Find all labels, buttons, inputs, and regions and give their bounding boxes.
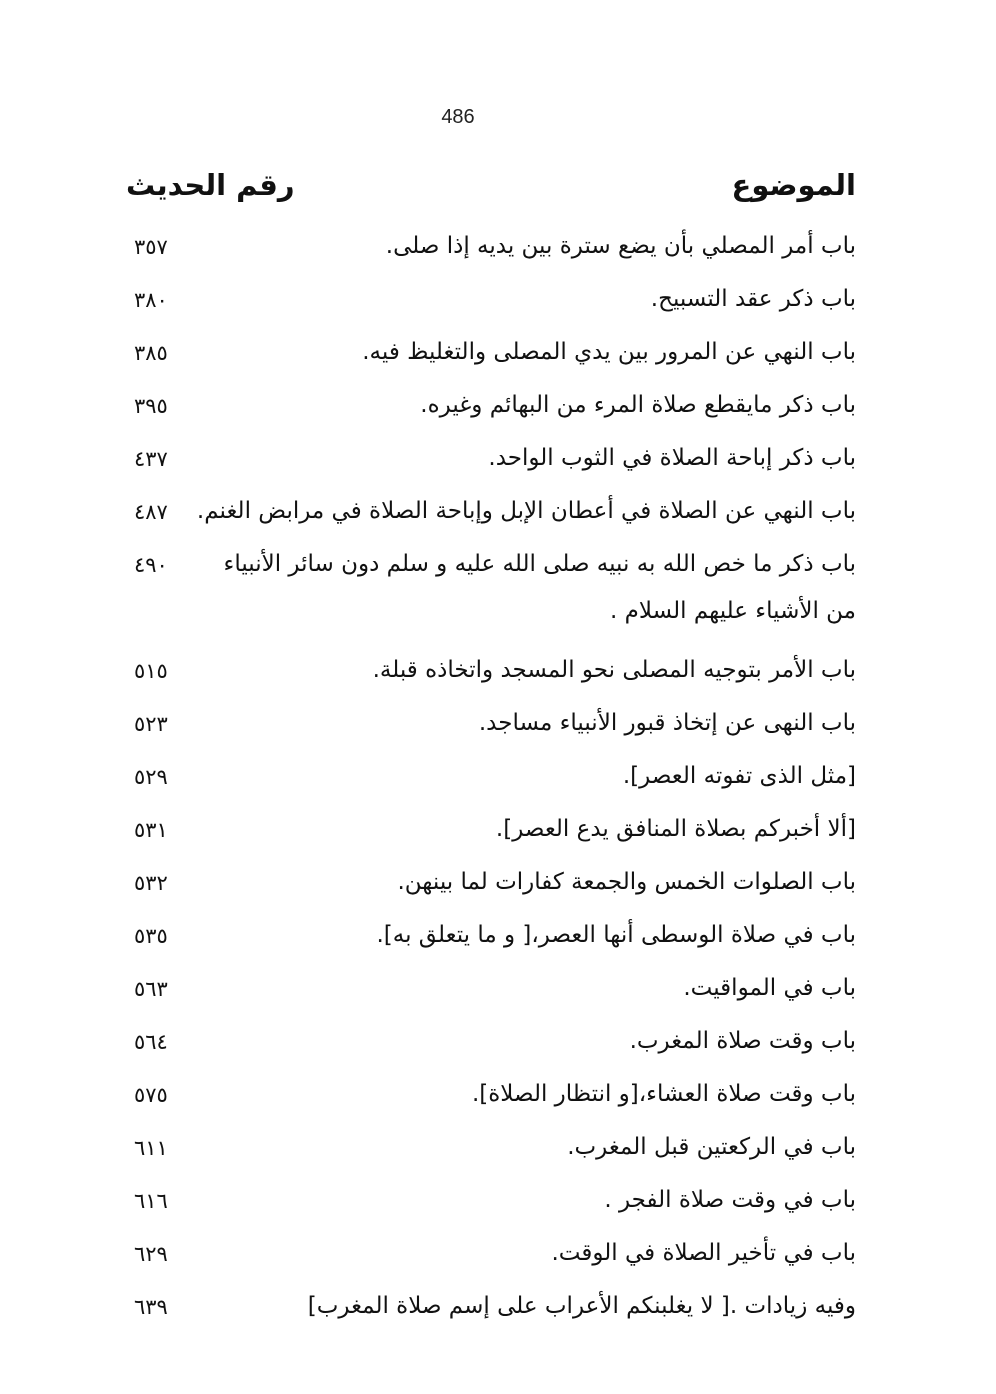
- toc-entry: [110, 911, 856, 964]
- toc-entry: [110, 1017, 856, 1070]
- toc-entry-number: ٥٢٣: [134, 712, 168, 736]
- toc-entry-title: باب الأمر بتوجيه المصلى نحو المسجد واتخاذه قبلة.: [372, 657, 856, 683]
- toc-entry-title: باب النهى عن إتخاذ قبور الأنبياء مساجد.: [478, 710, 856, 736]
- toc-entry-title: باب الصلوات الخمس والجمعة كفارات لما بينهن.: [397, 869, 856, 895]
- toc-entry: [110, 487, 856, 540]
- toc-entry-title: باب وقت صلاة المغرب.: [629, 1028, 856, 1054]
- toc-entry: [110, 752, 856, 805]
- toc-entry-number: ٤٣٧: [134, 447, 168, 471]
- table-of-contents: [110, 222, 856, 1335]
- toc-entry-title: باب في تأخير الصلاة في الوقت.: [551, 1240, 856, 1266]
- toc-entry-title: باب النهي عن المرور بين يدي المصلى والتغليظ فيه.: [362, 339, 856, 365]
- toc-entry: [110, 434, 856, 487]
- toc-entry-number: ٣٨٥: [134, 341, 168, 365]
- table-header: [110, 168, 856, 218]
- toc-entry: [110, 1123, 856, 1176]
- toc-entry-number: ٥٧٥: [134, 1083, 168, 1107]
- toc-entry-number: ٣٩٥: [134, 394, 168, 418]
- toc-entry-title: باب في المواقيت.: [683, 975, 856, 1001]
- toc-entry-number: ٥٣٥: [134, 924, 168, 948]
- toc-entry-title: باب ذكر عقد التسبيح.: [650, 286, 856, 312]
- toc-entry-title: باب في صلاة الوسطى أنها العصر،[ و ما يتعلق به].: [376, 922, 856, 948]
- toc-entry-number: ٥٣١: [134, 818, 168, 842]
- toc-entry-title: باب ذكر ما خص الله به نبيه صلى الله عليه و سلم دون سائر الأنبياء: [223, 551, 856, 577]
- toc-entry: [110, 646, 856, 699]
- toc-entry-number: ٣٥٧: [134, 235, 168, 259]
- toc-entry: [110, 1229, 856, 1282]
- toc-entry-number: ٥٦٤: [134, 1030, 168, 1054]
- page-number: 486: [441, 106, 475, 128]
- toc-entry-title: باب أمر المصلي بأن يضع سترة بين يديه إذا صلى.: [385, 233, 856, 259]
- toc-entry: [110, 328, 856, 381]
- toc-entry-title: باب ذكر مايقطع صلاة المرء من البهائم وغيره.: [420, 392, 856, 418]
- toc-entry: [110, 593, 856, 646]
- toc-entry-number: ٦٣٩: [134, 1295, 168, 1319]
- toc-entry-title: [مثل الذى تفوته العصر].: [622, 763, 856, 789]
- toc-entry: [110, 805, 856, 858]
- toc-entry-title: وفيه زيادات .[ لا يغلبنكم الأعراب على إسم صلاة المغرب]: [307, 1293, 856, 1319]
- toc-entry-number: ٥٦٣: [134, 977, 168, 1001]
- toc-entry: [110, 540, 856, 593]
- toc-entry: [110, 222, 856, 275]
- toc-entry-title: باب وقت صلاة العشاء،[و انتظار الصلاة].: [471, 1081, 856, 1107]
- toc-entry-title: باب ذكر إباحة الصلاة في الثوب الواحد.: [488, 445, 856, 471]
- toc-entry-title: [ألا أخبركم بصلاة المنافق يدع العصر].: [495, 816, 856, 842]
- toc-entry-title: باب النهي عن الصلاة في أعطان الإبل وإباحة الصلاة في مرابض الغنم.: [196, 498, 856, 524]
- toc-entry: [110, 1176, 856, 1229]
- toc-entry-number: ٦٢٩: [134, 1242, 168, 1266]
- toc-entry: [110, 1282, 856, 1335]
- toc-entry-number: ٥١٥: [134, 659, 168, 683]
- toc-entry-number: ٣٨٠: [134, 288, 168, 312]
- toc-entry-number: ٤٨٧: [134, 500, 168, 524]
- toc-entry: [110, 699, 856, 752]
- header-hadith-number: رقم الحديث: [126, 168, 295, 202]
- toc-entry-number: ٤٩٠: [134, 553, 168, 577]
- toc-entry-title: من الأشياء عليهم السلام .: [610, 598, 856, 624]
- toc-entry: [110, 1070, 856, 1123]
- toc-entry-number: ٥٣٢: [134, 871, 168, 895]
- toc-entry: [110, 858, 856, 911]
- toc-entry: [110, 964, 856, 1017]
- toc-entry-number: ٦١٦: [134, 1189, 168, 1213]
- toc-entry-title: باب في وقت صلاة الفجر .: [604, 1187, 856, 1213]
- toc-entry: [110, 381, 856, 434]
- toc-entry-title: باب في الركعتين قبل المغرب.: [567, 1134, 856, 1160]
- toc-entry-number: ٥٢٩: [134, 765, 168, 789]
- toc-entry-number: ٦١١: [134, 1136, 168, 1160]
- header-topic: الموضوع: [731, 168, 856, 202]
- toc-entry: [110, 275, 856, 328]
